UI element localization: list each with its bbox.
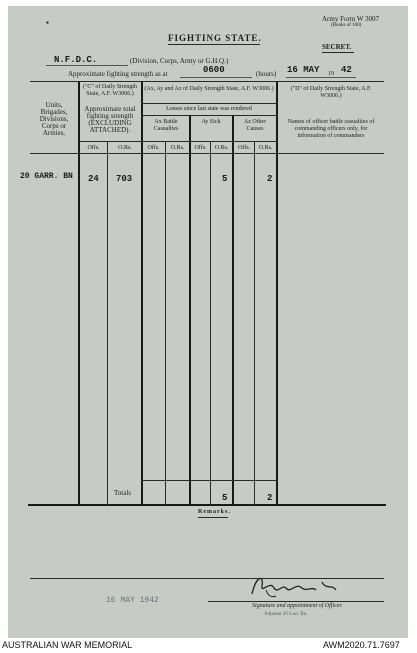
adjutant-stamp: Adjutant 20 Garr. Bn. [264,612,308,617]
form-books: (Books of 100) [331,23,362,28]
ay-ors-header: O.Rs. [214,145,229,151]
ax-header: Ax Battle Casualties [153,119,179,132]
totals-az-ors: 2 [267,493,273,503]
c-offs-value: 24 [88,174,99,184]
secret-label: SECRET. [322,43,352,51]
d-ref-header: ("D" of Daily Strength State, A.F. W3006.) [290,86,372,99]
c-ors-value: 703 [116,174,133,184]
ay-offs-header: Offs. [194,145,207,151]
form-sheet [8,6,408,638]
division-value: N.F.D.C. [54,55,98,65]
strength-label: Approximate fighting strength as at [68,70,168,78]
footer-credit: AUSTRALIAN WAR MEMORIAL [2,640,133,650]
d-desc-header: Names of officer battle casualties of commanding officers only, for information of commanders [287,119,375,139]
c-offs-header: Offs. [87,145,100,151]
az-offs-header: Offs. [237,145,251,151]
date-year: 42 [341,65,352,75]
ax-offs-header: Offs. [147,145,160,151]
page-title: FIGHTING STATE. [168,33,262,43]
time-value: 0600 [203,65,225,75]
date-century: 19 [328,71,334,77]
hours-label: (hours) [256,70,277,78]
az-header: Az Other Causes [243,119,267,132]
ax-ref-header: (Ax, Ay and Az of Daily Strength State, A.F. W3006.) [144,86,274,92]
az-ors-header: O.Rs. [258,145,273,151]
received-date-stamp: 16 MAY 1942 [106,596,159,605]
totals-label: Totals [114,489,132,497]
signature [246,572,356,600]
date-day-month: 16 MAY [287,65,320,75]
ay-header: Ay Sick [201,119,221,125]
signature-caption: Signature and appointment of Officer. [252,603,343,609]
c-desc-header: Approximate total fighting strength (EXCLUDING ATTACHED). [84,105,136,134]
ax-ors-header: O.Rs. [170,145,185,151]
footer-bar [0,638,417,653]
c-ors-header: O.Rs. [118,145,132,151]
losses-header: Losses since last state was rendered [166,106,252,112]
division-label: (Division, Corps, Army or G.H.Q.) [130,57,229,65]
footer-accession: AWM2020.71.7697 [323,640,400,650]
ay-ors-value: 5 [222,174,228,184]
az-ors-value: 2 [267,174,273,184]
form-number: Army Form W 3007 [322,15,380,23]
hole-punch-mark: ▪ [46,18,49,27]
units-header: Units, Brigades, Divisions, Corps or Armies. [39,101,69,137]
remarks-label: Remarks. [198,509,231,515]
unit-name: 20 GARR. BN [20,172,73,181]
c-ref-header: ("C" of Daily Strength State, A.F. W3006.) [82,84,138,97]
totals-ay-ors: 5 [222,493,228,503]
